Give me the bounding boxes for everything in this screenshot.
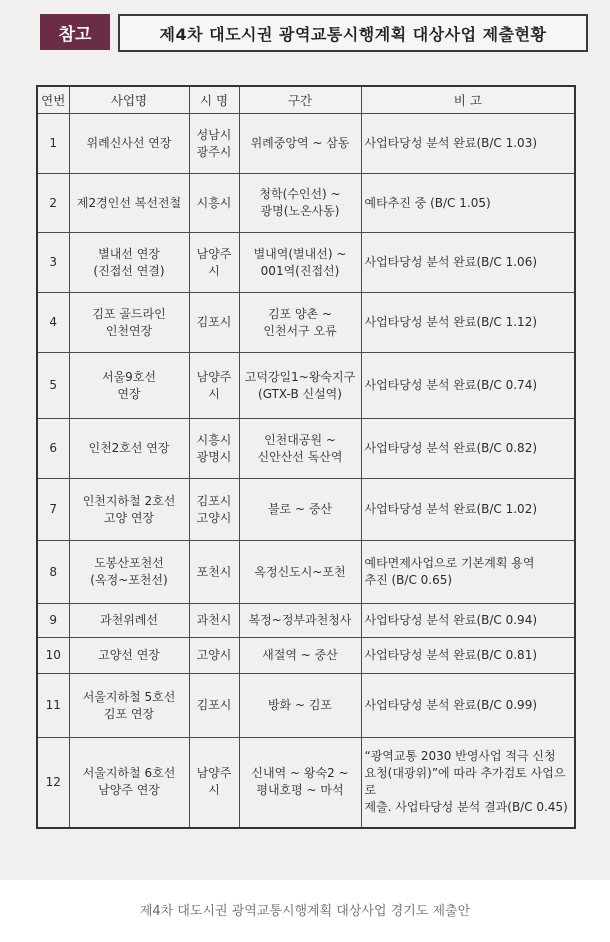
column-header-section: 구간: [239, 86, 361, 114]
document-header: [40, 14, 588, 50]
section: 김포 양촌 ~ 인천서구 오류: [239, 293, 361, 353]
row-number: 5: [37, 353, 69, 419]
row-number: 8: [37, 541, 69, 604]
row-number: 1: [37, 114, 69, 174]
note: 사업타당성 분석 완료(B/C 0.81): [361, 638, 575, 674]
row-number: 6: [37, 419, 69, 479]
project-name: 도봉산포천선 (옥정~포천선): [69, 541, 189, 604]
section: 방화 ~ 김포: [239, 674, 361, 738]
project-name: 고양선 연장: [69, 638, 189, 674]
row-number: 7: [37, 479, 69, 541]
city-name: 김포시: [189, 293, 239, 353]
project-name: 제2경인선 복선전철: [69, 174, 189, 233]
city-name: 시흥시 광명시: [189, 419, 239, 479]
row-number: 4: [37, 293, 69, 353]
table-row: [37, 233, 575, 293]
section: 불로 ~ 중산: [239, 479, 361, 541]
document-title: 제4차 대도시권 광역교통시행계획 대상사업 제출현황: [118, 14, 588, 52]
table-row: [37, 174, 575, 233]
project-name: 서울지하철 6호선 남양주 연장: [69, 738, 189, 828]
table-row: [37, 674, 575, 738]
city-name: 남양주시: [189, 738, 239, 828]
note: 사업타당성 분석 완료(B/C 1.06): [361, 233, 575, 293]
city-name: 포천시: [189, 541, 239, 604]
city-name: 시흥시: [189, 174, 239, 233]
project-name: 위례신사선 연장: [69, 114, 189, 174]
section: 신내역 ~ 왕숙2 ~ 평내호평 ~ 마석: [239, 738, 361, 828]
table-row: [37, 541, 575, 604]
project-name: 인천지하철 2호선 고양 연장: [69, 479, 189, 541]
city-name: 남양주시: [189, 233, 239, 293]
note: 사업타당성 분석 완료(B/C 0.82): [361, 419, 575, 479]
city-name: 고양시: [189, 638, 239, 674]
project-name: 서울9호선 연장: [69, 353, 189, 419]
note: 사업타당성 분석 완료(B/C 0.74): [361, 353, 575, 419]
table-row: [37, 419, 575, 479]
note: 사업타당성 분석 완료(B/C 0.94): [361, 604, 575, 638]
table-row: [37, 604, 575, 638]
table-header-row: [37, 86, 575, 114]
table-row: [37, 293, 575, 353]
project-name: 김포 골드라인 인천연장: [69, 293, 189, 353]
row-number: 2: [37, 174, 69, 233]
note: 사업타당성 분석 완료(B/C 1.03): [361, 114, 575, 174]
note: 사업타당성 분석 완료(B/C 0.99): [361, 674, 575, 738]
section: 새절역 ~ 중산: [239, 638, 361, 674]
city-name: 성남시 광주시: [189, 114, 239, 174]
section: 별내역(별내선) ~ 001역(진접선): [239, 233, 361, 293]
city-name: 과천시: [189, 604, 239, 638]
city-name: 김포시 고양시: [189, 479, 239, 541]
note: 예타면제사업으로 기본계획 용역 추진 (B/C 0.65): [361, 541, 575, 604]
section: 옥정신도시~포천: [239, 541, 361, 604]
reference-tag: 참고: [40, 14, 110, 50]
column-header-project: 사업명: [69, 86, 189, 114]
section: 고덕강일1~왕숙지구 (GTX-B 신설역): [239, 353, 361, 419]
project-name: 인천2호선 연장: [69, 419, 189, 479]
column-header-city: 시 명: [189, 86, 239, 114]
city-name: 김포시: [189, 674, 239, 738]
note: “광역교통 2030 반영사업 적극 신청 요청(대광위)”에 따라 추가검토 사업으로 제출. 사업타당성 분석 결과(B/C 0.45): [361, 738, 575, 828]
note: 예타추진 중 (B/C 1.05): [361, 174, 575, 233]
table-row: [37, 114, 575, 174]
note: 사업타당성 분석 완료(B/C 1.02): [361, 479, 575, 541]
project-table: [36, 85, 576, 829]
table-row: [37, 738, 575, 828]
section: 위례중앙역 ~ 삼동: [239, 114, 361, 174]
table-row: [37, 353, 575, 419]
section: 청학(수인선) ~ 광명(노온사동): [239, 174, 361, 233]
column-header-no: 연번: [37, 86, 69, 114]
table-row: [37, 479, 575, 541]
row-number: 10: [37, 638, 69, 674]
row-number: 3: [37, 233, 69, 293]
note: 사업타당성 분석 완료(B/C 1.12): [361, 293, 575, 353]
row-number: 12: [37, 738, 69, 828]
column-header-note: 비 고: [361, 86, 575, 114]
project-name: 과천위례선: [69, 604, 189, 638]
section: 인천대공원 ~ 신안산선 독산역: [239, 419, 361, 479]
project-name: 별내선 연장 (진접선 연결): [69, 233, 189, 293]
row-number: 11: [37, 674, 69, 738]
section: 복정~정부과천청사: [239, 604, 361, 638]
city-name: 남양주시: [189, 353, 239, 419]
image-caption: 제4차 대도시권 광역교통시행계획 대상사업 경기도 제출안: [139, 904, 471, 919]
row-number: 9: [37, 604, 69, 638]
project-name: 서울지하철 5호선 김포 연장: [69, 674, 189, 738]
table-row: [37, 638, 575, 674]
